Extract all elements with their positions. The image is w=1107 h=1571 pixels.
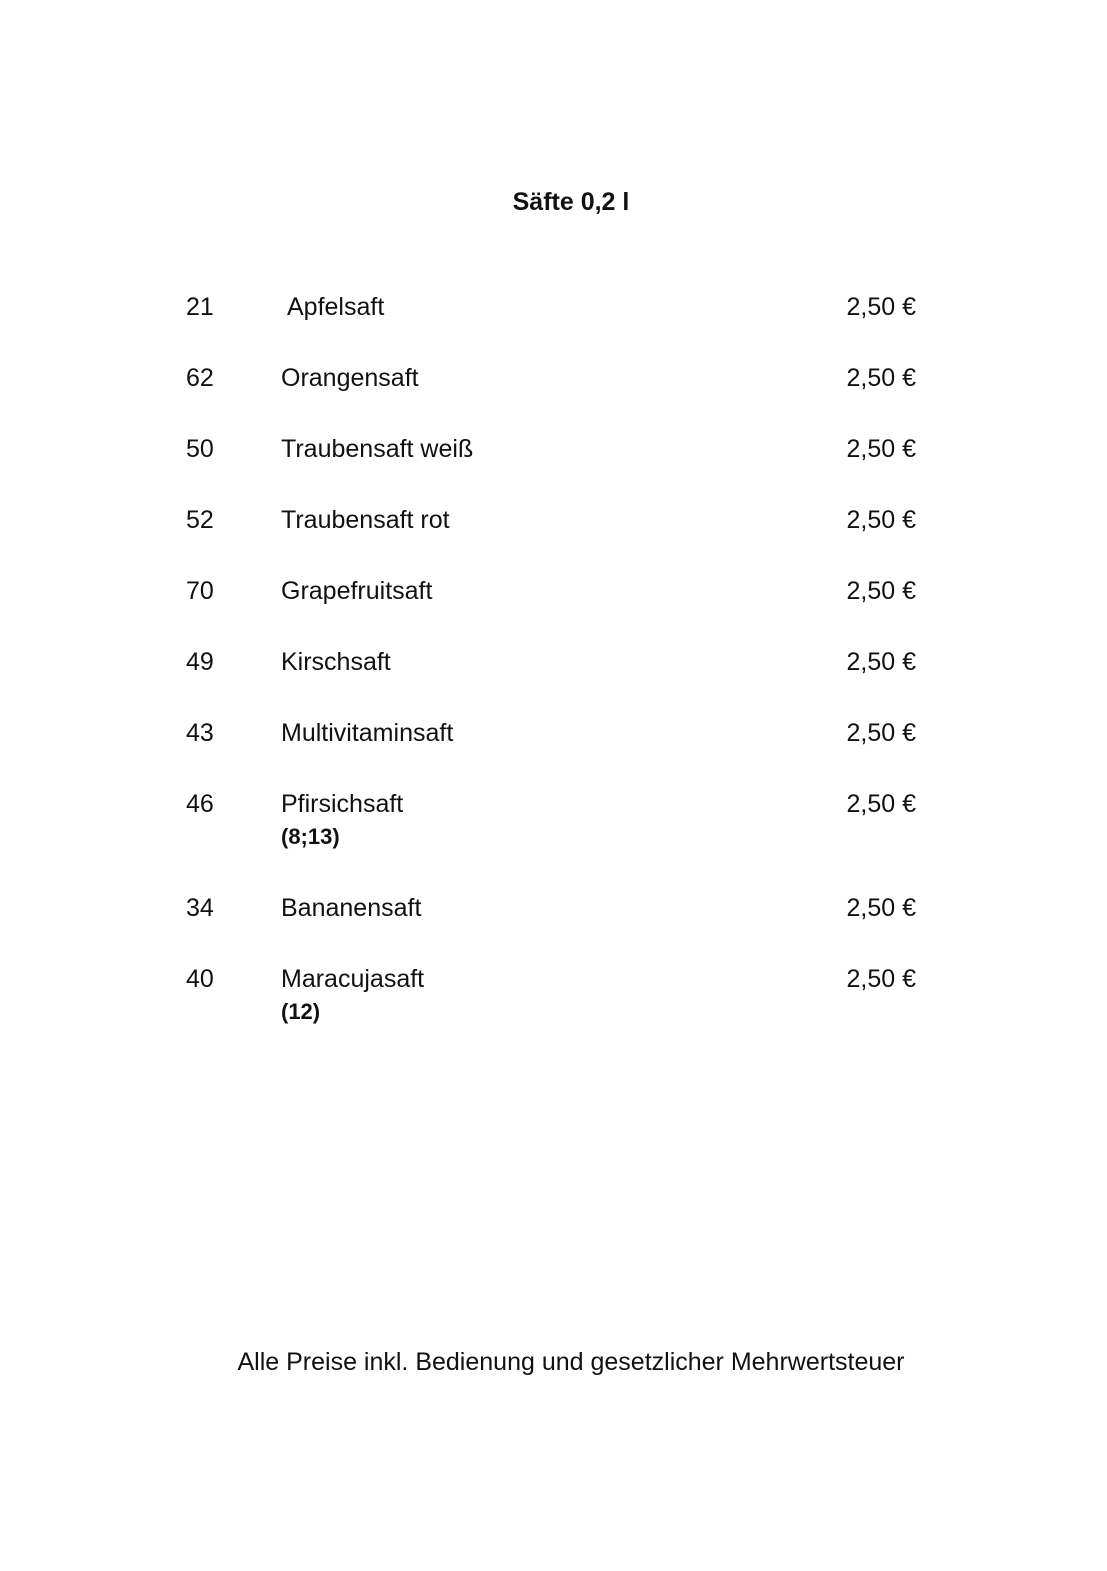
item-name: Maracujasaft: [281, 965, 425, 993]
menu-item: [186, 965, 916, 1069]
item-name: Bananensaft: [281, 894, 422, 922]
menu-item: [186, 790, 916, 894]
item-allergen-note: (12): [281, 999, 321, 1024]
menu-item: [186, 577, 916, 648]
menu-item: [186, 435, 916, 506]
juice-menu-list: [186, 293, 916, 1069]
item-number: 70: [186, 577, 214, 605]
item-number: 62: [186, 364, 214, 392]
item-number: 21: [186, 293, 214, 321]
price-footnote: Alle Preise inkl. Bedienung und gesetzlicher Mehrwertsteuer: [237, 1348, 905, 1376]
item-name: Pfirsichsaft: [281, 790, 404, 818]
item-number: 52: [186, 506, 214, 534]
item-name: Traubensaft rot: [281, 506, 450, 534]
item-price: 2,50 €: [846, 719, 916, 747]
item-name: Traubensaft weiß: [281, 435, 474, 463]
menu-item: [186, 364, 916, 435]
item-number: 34: [186, 894, 214, 922]
item-name: Apfelsaft: [287, 293, 385, 321]
item-number: 43: [186, 719, 214, 747]
item-number: 50: [186, 435, 214, 463]
item-price: 2,50 €: [846, 965, 916, 993]
item-name: Grapefruitsaft: [281, 577, 433, 605]
item-price: 2,50 €: [846, 435, 916, 463]
menu-item: [186, 293, 916, 364]
item-price: 2,50 €: [846, 790, 916, 818]
item-price: 2,50 €: [846, 364, 916, 392]
item-name: Multivitaminsaft: [281, 719, 454, 747]
item-price: 2,50 €: [846, 293, 916, 321]
item-price: 2,50 €: [846, 648, 916, 676]
menu-item: [186, 648, 916, 719]
item-number: 40: [186, 965, 214, 993]
item-name: Orangensaft: [281, 364, 419, 392]
menu-item: [186, 719, 916, 790]
menu-item: [186, 894, 916, 965]
item-allergen-note: (8;13): [281, 824, 340, 849]
item-price: 2,50 €: [846, 506, 916, 534]
item-number: 46: [186, 790, 214, 818]
menu-item: [186, 506, 916, 577]
item-number: 49: [186, 648, 214, 676]
page-title: Säfte 0,2 l: [512, 188, 630, 216]
item-price: 2,50 €: [846, 894, 916, 922]
item-price: 2,50 €: [846, 577, 916, 605]
item-name: Kirschsaft: [281, 648, 391, 676]
